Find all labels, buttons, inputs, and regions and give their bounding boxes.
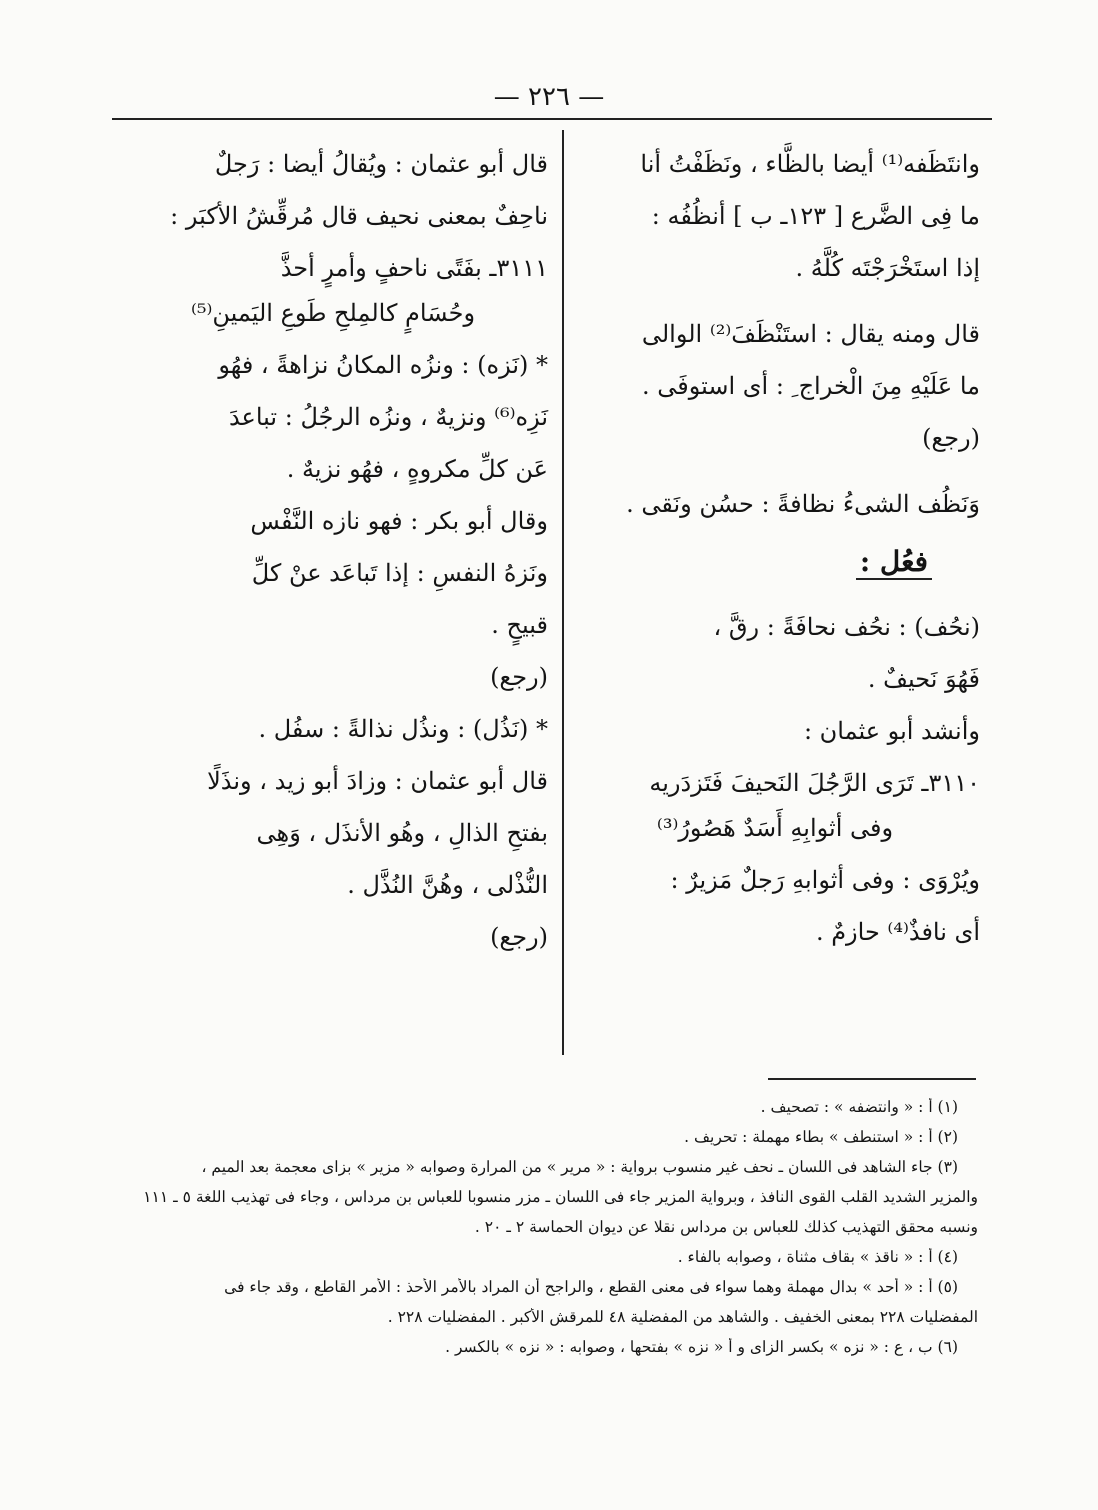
section-heading-label: فعُل : xyxy=(856,545,932,580)
verse-line: وفى أثوابِهِ أَسَدٌ هَصُورُ⁽³⁾ xyxy=(656,814,894,842)
text-line: * (نَزه) : ونزُه المكانُ نزاهةً ، فهُو xyxy=(218,351,548,379)
verse-line: ٣١١٠ـ تَرَى الرَّجُلَ النَحيفَ فَتَزدَريه xyxy=(649,769,980,797)
footnote: (٥) أ : « أحد » بدال مهملة وهما سواء فى معنى القطع ، والراجح أن المراد بالأمر الأحذ : الأمر القاطع ، وقد جاء فى xyxy=(224,1278,958,1296)
text-line: بفتحِ الذالِ ، وهُو الأنذَل ، وَهِى xyxy=(256,819,548,847)
footnote-rule xyxy=(768,1078,976,1080)
text-line: قال أبو عثمان : وزادَ أبو زيد ، ونذَلًا xyxy=(207,767,548,795)
verse-line: وحُسَامٍ كالمِلحِ طَوعِ اليَمينِ⁽⁵⁾ xyxy=(190,299,476,327)
text-line: قبيحٍ . xyxy=(491,611,548,639)
text-line: عَن كلِّ مكروهٍ ، فهُو نزيهٌ . xyxy=(286,455,548,483)
footnote: (٣) جاء الشاهد فى اللسان ـ نحف غير منسوب برواية : « مرير » من المرارة وصوابه « مزير » بزاى معجمة بعد الميم ، xyxy=(201,1158,958,1176)
ref-marker: (رجع) xyxy=(490,663,548,691)
footnotes xyxy=(118,1098,978,1368)
text-line: ناحِفٌ بمعنى نحيف قال مُرقِّشُ الأكبَر : xyxy=(170,202,548,230)
footnote: (٢) أ : « استنطف » بطاء مهملة : تحريف . xyxy=(684,1128,958,1146)
text-line: فَهُوَ نَحيفٌ . xyxy=(867,665,980,693)
text-line: وأنشد أبو عثمان : xyxy=(803,717,980,745)
footnote-continuation: ونسبه محقق التهذيب كذلك للعباس بن مرداس نقلا عن ديوان الحماسة ٢ ـ ٢٠ . xyxy=(474,1218,978,1236)
footnote: (٦) ب ، ع : « نزه » بكسر الزاى و أ « نزه » بفتحها ، وصوابه : « نزه » بالكسر . xyxy=(445,1338,958,1356)
text-line: قال أبو عثمان : ويُقالُ أيضا : رَجلٌ xyxy=(214,150,548,178)
ref-marker: (رجع) xyxy=(490,923,548,951)
text-line: ونَزهُ النفسِ : إذا تَباعَد عنْ كلِّ xyxy=(251,559,548,587)
text-line: أى نافذٌ⁽⁴⁾ حازمٌ . xyxy=(815,918,980,946)
section-heading xyxy=(570,545,980,579)
text-line: (نحُف) : نحُف نحافَةً : رقَّ ، xyxy=(713,613,980,641)
footnote: (١) أ : « وانتضفه » : تصحيف . xyxy=(760,1098,958,1116)
text-line: نَزِه⁽⁶⁾ ونزيهٌ ، ونزُه الرجُلُ : تباعدَ xyxy=(228,403,548,431)
text-line: * (نَذُل) : ونذُل نذالةً : سفُل . xyxy=(258,715,548,743)
verse-line: ٣١١١ـ بفَتًى ناحفٍ وأمرٍ أحذَّ xyxy=(280,254,548,282)
text-line: قال ومنه يقال : استَنْظَفَ⁽²⁾ الوالى xyxy=(641,320,980,348)
right-column xyxy=(570,150,980,970)
text-line: ما عَلَيْهِ مِنَ الْخراج ِ : أى استوفَى . xyxy=(641,372,980,400)
column-divider xyxy=(562,130,564,1055)
text-line: وانتَظَفه⁽¹⁾ أيضا بالظَّاء ، ونَظَفْتُ أنا xyxy=(640,150,980,178)
footnote-continuation: المفضليات ٢٢٨ بمعنى الخفيف . والشاهد من المفضلية ٤٨ للمرقش الأكبر . المفضليات ٢٢٨ . xyxy=(387,1308,978,1326)
text-line: إذا استَخْرَجْتَه كُلَّهُ . xyxy=(795,254,980,282)
page-number: — ٢٢٦ — xyxy=(493,82,605,112)
text-line: وَنَظُف الشىءُ نظافةً : حسُن ونَقى . xyxy=(626,490,980,518)
text-line: ما فِى الضَّرع [ ١٢٣ـ ب ] أنظُفُه : xyxy=(651,202,980,230)
text-line: النُّذْلى ، وهُنَّ النُذَّل . xyxy=(347,871,548,899)
header-rule xyxy=(112,118,992,120)
left-column xyxy=(118,150,548,975)
text-line: ويُرْوَى : وفى أثوابهِ رَجلٌ مَزيرٌ : xyxy=(670,866,980,894)
footnote-continuation: والمزير الشديد القلب القوى النافذ ، وبرواية المزير جاء فى اللسان ـ مزر منسوبا للعباس بن مرداس ، وجاء فى تهذيب اللغة ٥ ـ ١١١ xyxy=(143,1188,978,1206)
footnote: (٤) أ : « ناقذ » بقاف مثناة ، وصوابه بالفاء . xyxy=(677,1248,958,1266)
text-line: وقال أبو بكر : فهو نازه النَّفْس xyxy=(250,507,548,535)
ref-marker: (رجع) xyxy=(922,424,980,452)
